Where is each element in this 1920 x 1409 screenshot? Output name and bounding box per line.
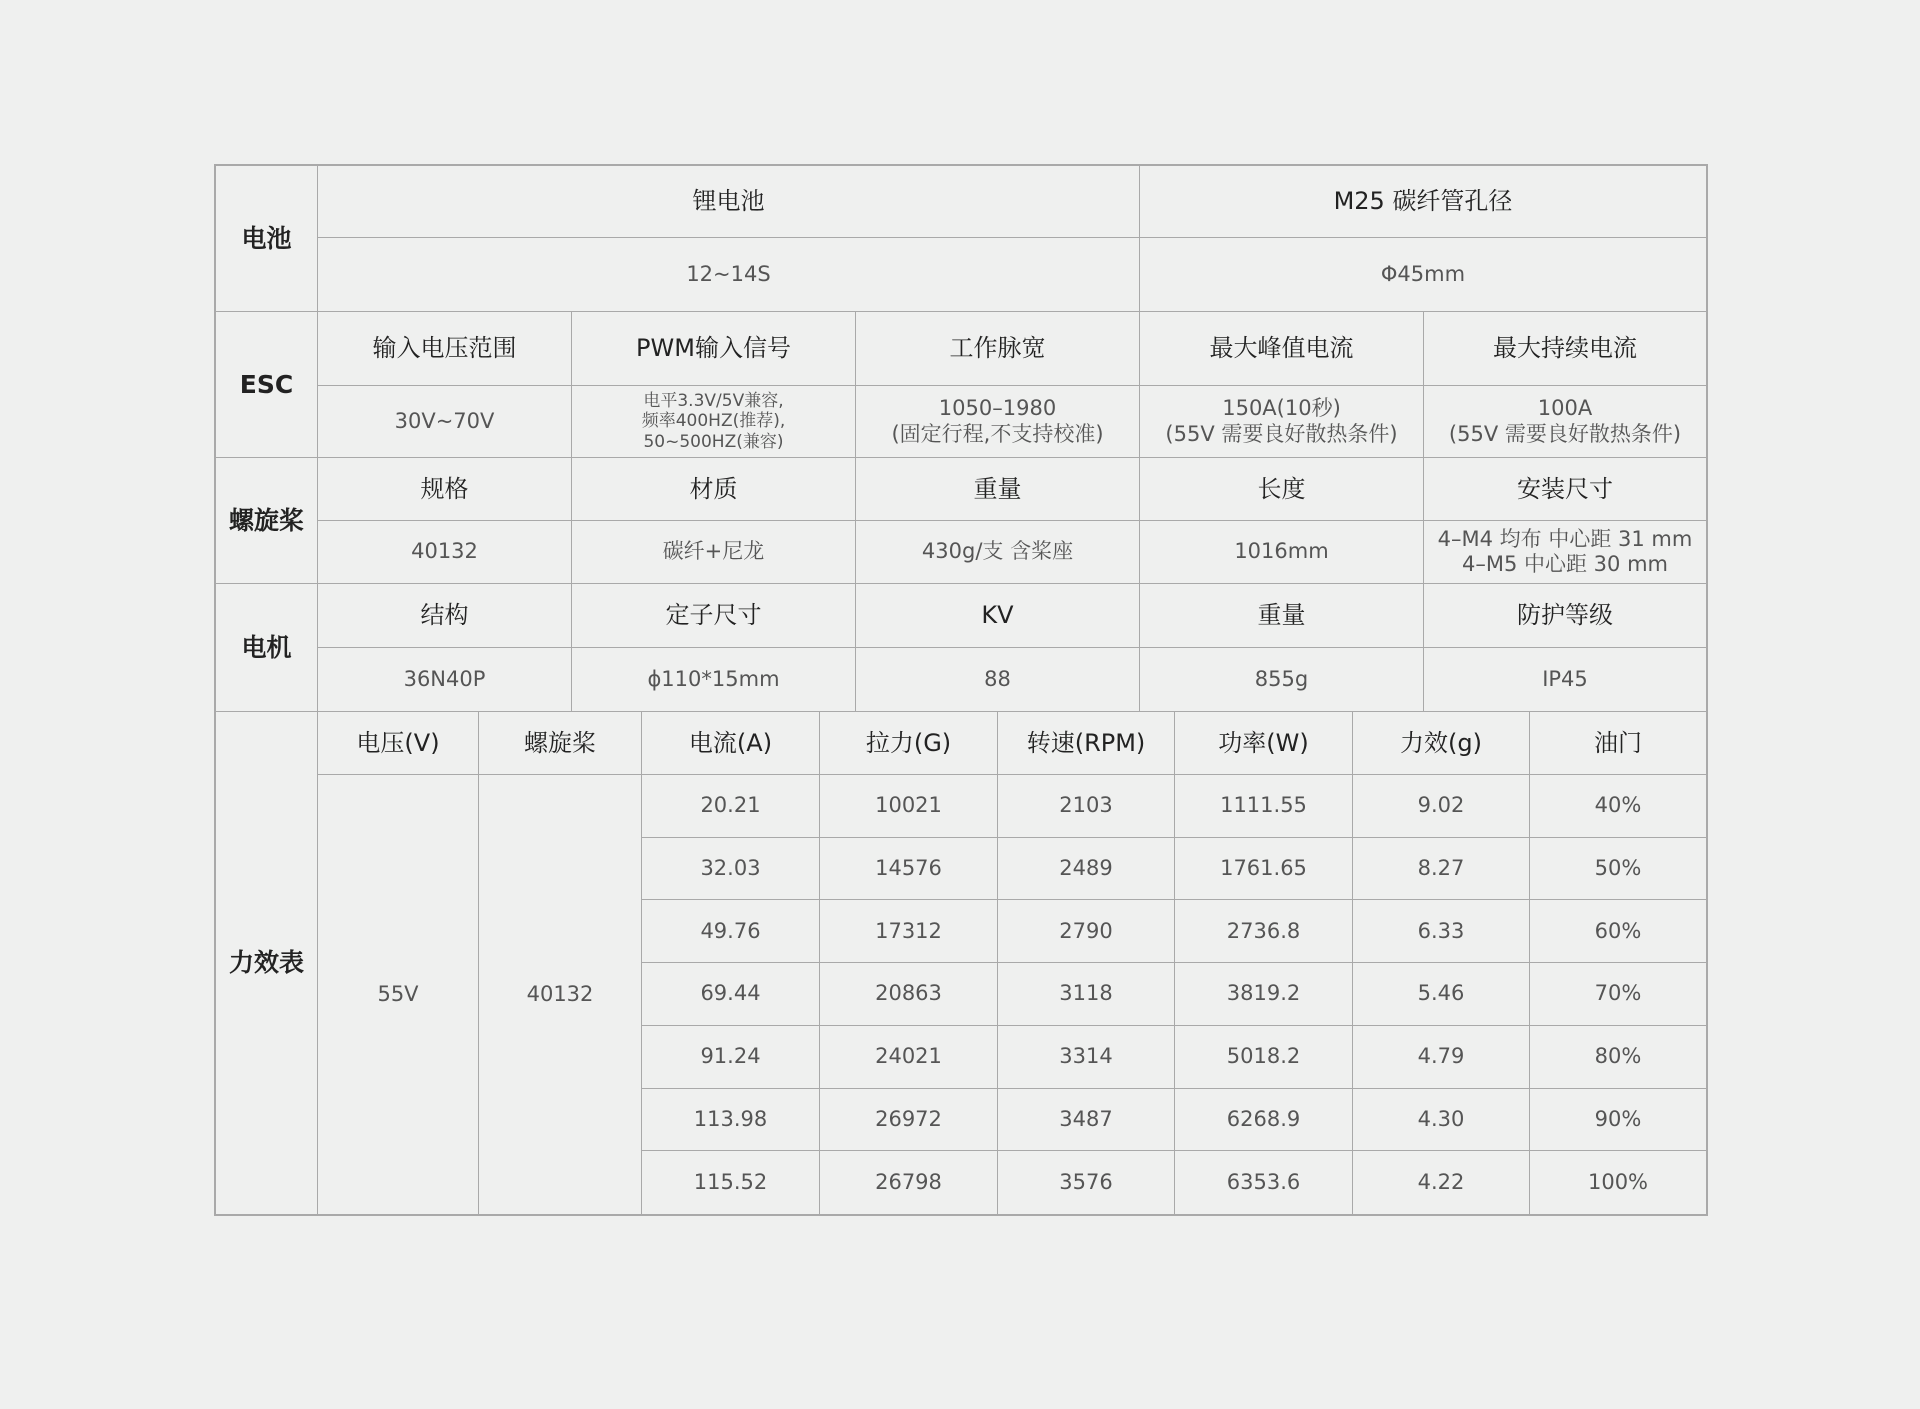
propeller-header: 材质 <box>572 458 856 521</box>
esc-header: 输入电压范围 <box>318 312 572 386</box>
propeller-value: 1016mm <box>1140 521 1424 584</box>
efficiency-cell: 6.33 <box>1353 900 1530 963</box>
efficiency-cell: 1111.55 <box>1175 775 1353 838</box>
efficiency-cell: 4.79 <box>1353 1026 1530 1089</box>
efficiency-cell: 24021 <box>820 1026 998 1089</box>
motor-value: 36N40P <box>318 648 572 712</box>
efficiency-header: 电压(V) <box>318 712 479 775</box>
propeller-header: 长度 <box>1140 458 1424 521</box>
efficiency-cell: 49.76 <box>642 900 820 963</box>
motor-value: ϕ110*15mm <box>572 648 856 712</box>
efficiency-cell: 113.98 <box>642 1089 820 1152</box>
battery-value: Φ45mm <box>1140 238 1706 312</box>
propeller-value: 40132 <box>318 521 572 584</box>
propeller-category-label: 螺旋桨 <box>216 458 318 584</box>
efficiency-header: 电流(A) <box>642 712 820 775</box>
esc-header: PWM输入信号 <box>572 312 856 386</box>
efficiency-voltage: 55V <box>318 775 479 1214</box>
efficiency-cell: 20.21 <box>642 775 820 838</box>
efficiency-cell: 4.22 <box>1353 1151 1530 1214</box>
efficiency-cell: 3314 <box>998 1026 1175 1089</box>
efficiency-header: 功率(W) <box>1175 712 1353 775</box>
efficiency-cell: 2489 <box>998 838 1175 901</box>
efficiency-category-label: 力效表 <box>216 712 318 1214</box>
efficiency-cell: 3118 <box>998 963 1175 1026</box>
motor-header: KV <box>856 584 1140 648</box>
efficiency-cell: 100% <box>1587 1170 1649 1195</box>
efficiency-cell: 32.03 <box>642 838 820 901</box>
esc-value: 30V~70V <box>318 386 572 458</box>
motor-value: 855g <box>1140 648 1424 712</box>
battery-value: 12~14S <box>318 238 1140 312</box>
efficiency-cell: 2736.8 <box>1175 900 1353 963</box>
efficiency-cell: 60% <box>1530 900 1706 963</box>
battery-header: M25 碳纤管孔径 <box>1140 166 1706 238</box>
efficiency-cell: 14576 <box>820 838 998 901</box>
motor-category-label: 电机 <box>216 584 318 712</box>
efficiency-cell: 8.27 <box>1353 838 1530 901</box>
motor-value: 88 <box>856 648 1140 712</box>
esc-value: 150A(10秒) (55V 需要良好散热条件) <box>1140 386 1424 458</box>
spec-table <box>214 164 1708 1216</box>
efficiency-cell: 115.52 <box>642 1151 820 1214</box>
efficiency-cell: 91.24 <box>642 1026 820 1089</box>
motor-header: 定子尺寸 <box>572 584 856 648</box>
efficiency-cell: 5.46 <box>1353 963 1530 1026</box>
efficiency-header: 拉力(G) <box>820 712 998 775</box>
battery-category-label: 电池 <box>216 166 318 312</box>
esc-header: 最大峰值电流 <box>1140 312 1424 386</box>
propeller-value: 4–M4 均布 中心距 31 mm 4–M5 中心距 30 mm <box>1424 521 1706 584</box>
efficiency-cell: 6268.9 <box>1175 1089 1353 1152</box>
efficiency-cell: 3487 <box>998 1089 1175 1152</box>
efficiency-propeller: 40132 <box>479 775 642 1214</box>
esc-header: 工作脉宽 <box>856 312 1140 386</box>
efficiency-cell: 4.30 <box>1353 1089 1530 1152</box>
efficiency-cell: 9.02 <box>1353 775 1530 838</box>
efficiency-header: 油门 <box>1530 712 1706 775</box>
esc-value: 1050–1980 (固定行程,不支持校准) <box>856 386 1140 458</box>
efficiency-cell: 5018.2 <box>1175 1026 1353 1089</box>
motor-header: 防护等级 <box>1424 584 1706 648</box>
efficiency-cell: 69.44 <box>642 963 820 1026</box>
efficiency-cell: 2103 <box>998 775 1175 838</box>
motor-header: 重量 <box>1140 584 1424 648</box>
efficiency-cell: 20863 <box>820 963 998 1026</box>
propeller-value: 碳纤+尼龙 <box>572 521 856 584</box>
esc-header: 最大持续电流 <box>1424 312 1706 386</box>
efficiency-cell: 26972 <box>820 1089 998 1152</box>
efficiency-cell: 40% <box>1530 775 1706 838</box>
efficiency-cell: 1761.65 <box>1175 838 1353 901</box>
efficiency-cell: 70% <box>1530 963 1706 1026</box>
efficiency-cell: 80% <box>1530 1026 1706 1089</box>
propeller-value: 430g/支 含桨座 <box>856 521 1140 584</box>
efficiency-cell: 26798 <box>820 1151 998 1214</box>
battery-header: 锂电池 <box>318 166 1140 238</box>
motor-value: IP45 <box>1424 648 1706 712</box>
esc-value: 100A (55V 需要良好散热条件) <box>1424 386 1706 458</box>
efficiency-cell: 50% <box>1530 838 1706 901</box>
esc-value: 电平3.3V/5V兼容, 频率400HZ(推荐), 50~500HZ(兼容) <box>572 386 856 458</box>
propeller-header: 重量 <box>856 458 1140 521</box>
esc-category-label: ESC <box>216 312 318 458</box>
efficiency-cell: 17312 <box>820 900 998 963</box>
propeller-header: 规格 <box>318 458 572 521</box>
efficiency-cell: 2790 <box>998 900 1175 963</box>
propeller-header: 安装尺寸 <box>1424 458 1706 521</box>
efficiency-header: 转速(RPM) <box>998 712 1175 775</box>
efficiency-cell: 6353.6 <box>1175 1151 1353 1214</box>
efficiency-cell: 10021 <box>820 775 998 838</box>
efficiency-cell: 3576 <box>998 1151 1175 1214</box>
efficiency-header: 螺旋桨 <box>479 712 642 775</box>
efficiency-cell: 90% <box>1530 1089 1706 1152</box>
motor-header: 结构 <box>318 584 572 648</box>
efficiency-cell: 3819.2 <box>1175 963 1353 1026</box>
efficiency-header: 力效(g) <box>1353 712 1530 775</box>
